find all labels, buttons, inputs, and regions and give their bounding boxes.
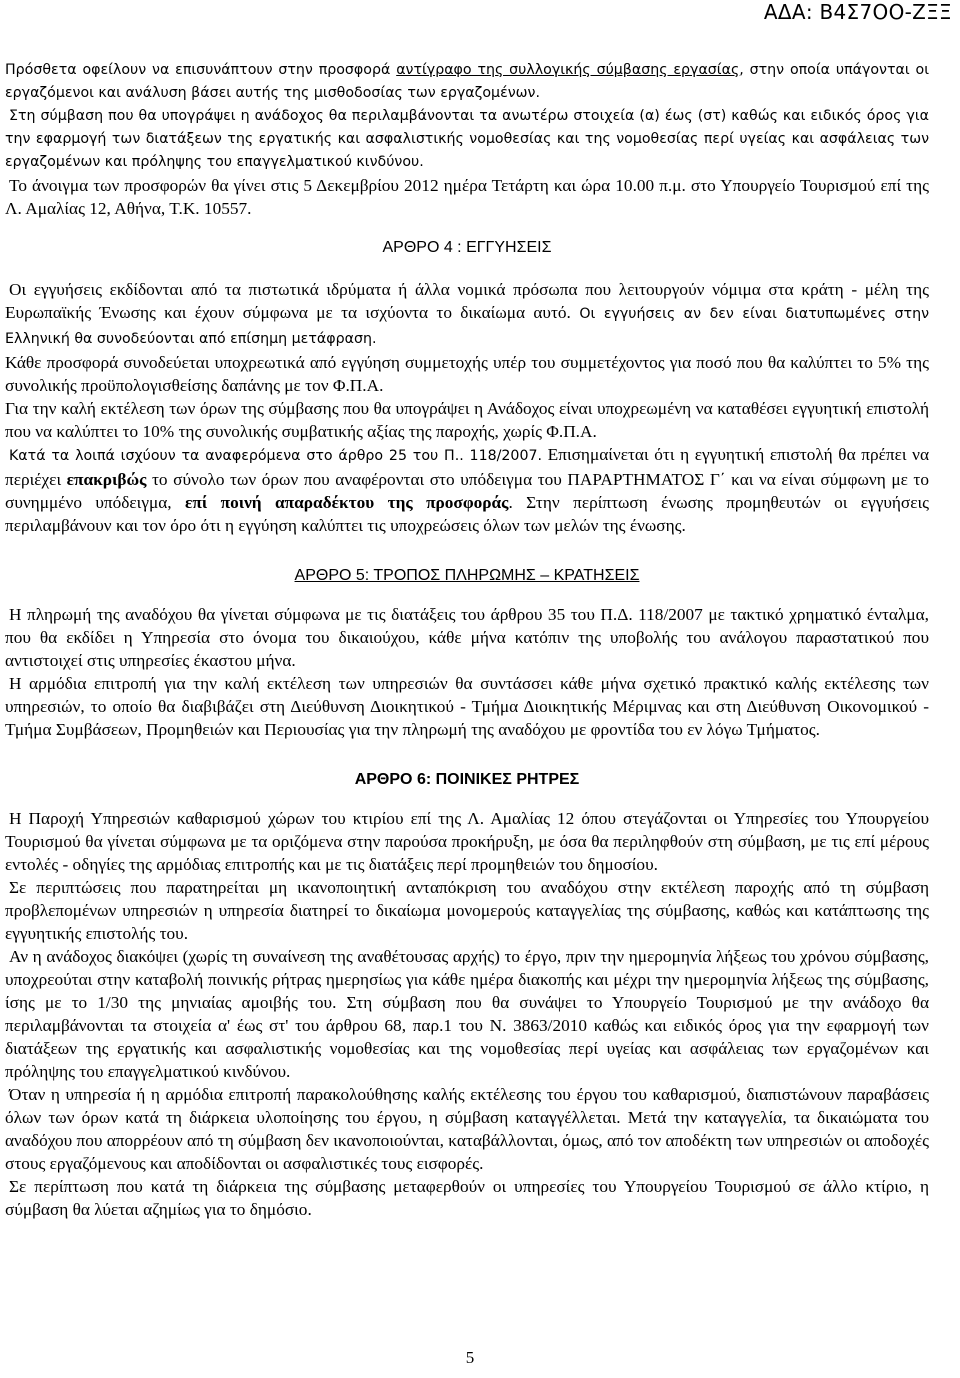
article-6-paragraph-4: Όταν η υπηρεσία ή η αρμόδια επιτροπή παρακολούθησης καλής εκτέλεσης του έργου του καθαρισμού, διαπιστώνουν παραβάσεις όλων των όρων κατά τη διάρκεια υλοποίησης του έργου, η σύμβαση καταγγέλλεται. Μετά την καταγγελία, τα δικαιώματα του αναδόχου που απορρέουν από τη σύμβαση δεν ικανοποιούνται, καταβάλλονται, όμως, από τον αποδέκτη των υπηρεσιών οι αποδοχές στους εργαζόμενους και αποδίδονται οι ασφαλιστικές τους εισφορές. [5, 1085, 929, 1173]
article-4-paragraph-2: Κάθε προσφορά συνοδεύεται υποχρεωτικά από εγγύηση συμμετοχής υπέρ του συμμετέχοντος για ποσό που θα καλύπτει το 5% της συνολικής προϋπολογισθείσης δαπάνης με τον Φ.Π.Α. [5, 353, 929, 395]
article-6-paragraph-1: Η Παροχή Υπηρεσιών καθαρισμού χώρων του κτιρίου επί της Λ. Αμαλίας 12 όπου στεγάζονται οι Υπηρεσίες του Υπουργείου Τουρισμού θα γίνεται σύμφωνα με τα οριζόμενα στην παρούσα προκήρυξη, με όσα θα περιληφθούν στη σύμβαση, με τις επί μέρους εντολές - οδηγίες της αρμόδιας επιτροπής και με τις διατάξεις περί προμηθειών του δημοσίου. [5, 809, 929, 874]
page-number: 5 [465, 1348, 475, 1367]
intro-paragraph-2: Στη σύμβαση που θα υπογράψει η ανάδοχος θα περιλαμβάνονται τα ανωτέρω στοιχεία (α) έως (στ) καθώς και ειδικός όρος για την εφαρμογή των διατάξεων της εργατικής και ασφαλιστικής νομοθεσίας και της νομοθεσίας περί υγείας και ασφάλειας των εργαζομένων και πρόληψης του επαγγελματικού κινδύνου. [5, 108, 929, 170]
article-4-paragraph-4: Κατά τα λοιπά ισχύουν τα αναφερόμενα στο άρθρο 25 του Π.. 118/2007. Επισημαίνεται ότι η εγγυητική επιστολή θα πρέπει να περιέχει επακριβώς το σύνολο των όρων που αναφέρονται στο υπόδειγμα του ΠΑΡΑΡΤΗΜΑΤΟΣ Γ΄ και να είναι σύμφωνη με το συνημμένο υπόδειγμα, επί ποινή απαραδέκτου της προσφοράς. Στην περίπτωση ένωσης προμηθευτών οι εγγυήσεις περιλαμβάνουν και τον όρο ότι η εγγύηση καλύπτει τις υποχρεώσεις όλων των μελών της ένωσης. [5, 445, 929, 535]
article-6-title: ΑΡΘΡΟ 6: ΠΟΙΝΙΚΕΣ ΡΗΤΡΕΣ [354, 771, 580, 788]
article-4-paragraph-1: Οι εγγυήσεις εκδίδονται από τα πιστωτικά ιδρύματα ή άλλα νομικά πρόσωπα που λειτουργούν νόμιμα στα κράτη - μέλη της Ευρωπαϊκής Ένωσης και έχουν σύμφωνα με τα ισχύοντα το δικαίωμα αυτό. Οι εγγυήσεις αν δεν είναι διατυπωμένες στην Ελληνική θα συνοδεύονται από επίσημη μετάφραση. [5, 280, 929, 347]
ada-identifier: ΑΔΑ: Β4Σ7ΟΟ-ΖΞΞ [763, 0, 952, 24]
article-5-title: ΑΡΘΡΟ 5: ΤΡΟΠΟΣ ΠΛΗΡΩΜΗΣ – ΚΡΑΤΗΣΕΙΣ [294, 567, 640, 584]
intro-paragraph-1: Πρόσθετα οφείλουν να επισυνάπτουν στην προσφορά αντίγραφο της συλλογικής σύμβασης εργασίας, στην οποία υπάγονται οι εργαζόμενοι και ανάλυση βάσει αυτής της μισθοδοσίας των εργαζομένων. [5, 62, 929, 101]
article-5-paragraph-2: Η αρμόδια επιτροπή για την καλή εκτέλεση των υπηρεσιών θα συντάσσει κάθε μήνα σχετικό πρακτικό καλής εκτέλεσης των υπηρεσιών, το οποίο θα διαβιβάζει στη Διεύθυνση Διοικητικού - Τμήμα Διοικητικής Μέριμνας και στη Διεύθυνση Οικονομικού - Τμήμα Συμβάσεων, Προμηθειών και Περιουσίας για την πληρωμή της αναδόχου με φροντίδα του εν λόγω Τμήματος. [5, 674, 929, 739]
article-4-paragraph-3: Για την καλή εκτέλεση των όρων της σύμβασης που θα υπογράψει η Ανάδοχος είναι υποχρεωμένη να καταθέσει εγγυητική επιστολή που να καλύπτει το 10% της συνολικής συμβατικής αξίας της παροχής, χωρίς Φ.Π.Α. [5, 399, 929, 441]
collective-agreement-text: αντίγραφο της συλλογικής σύμβασης εργασίας [396, 62, 740, 78]
intro-paragraph-3: Το άνοιγμα των προσφορών θα γίνει στις 5 Δεκεμβρίου 2012 ημέρα Τετάρτη και ώρα 10.00 π.μ. στο Υπουργείο Τουρισμού επί της Λ. Αμαλίας 12, Αθήνα, Τ.Κ. 10557. [5, 176, 929, 218]
document-body [5, 0, 929, 1221]
article-6-paragraph-2: Σε περιπτώσεις που παρατηρείται μη ικανοποιητική ανταπόκριση του αναδόχου στην εκτέλεση παροχής από τη σύμβαση προβλεπομένων υπηρεσιών η υπηρεσία διατηρεί το δικαίωμα μονομερούς καταγγελίας της σύμβασης, καθώς και κατάπτωσης της εγγυητικής επιστολής του. [5, 878, 929, 943]
article-6-paragraph-5: Σε περίπτωση που κατά τη διάρκεια της σύμβασης μεταφερθούν οι υπηρεσίες του Υπουργείου Τουρισμού σε άλλο κτίριο, η σύμβαση θα λύεται αζημίως για το δημόσιο. [5, 1177, 929, 1219]
article-6-paragraph-3: Αν η ανάδοχος διακόψει (χωρίς τη συναίνεση της αναθέτουσας αρχής) το έργο, πριν την ημερομηνία λήξεως του χρόνου σύμβασης, υποχρεούται στην καταβολή ποινικής ρήτρας ημερησίως για κάθε ημέρα διακοπής και μέχρι την ημερομηνία λήξεως της σύμβασης, ίσης με το 1/30 της μηνιαίας αμοιβής του. Στη σύμβαση που θα συνάψει το Υπουργείο Τουρισμού με την ανάδοχο θα περιλαμβάνονται τα στοιχεία α' έως στ' του άρθρου 68, παρ.1 του Ν. 3863/2010 καθώς και ειδικός όρος για την εφαρμογή των διατάξεων της εργατικής και ασφαλιστικής νομοθεσίας και της νομοθεσίας περί υγείας και ασφάλειας των εργαζομένων και πρόληψης του επαγγελματικού κινδύνου. [5, 947, 929, 1081]
article-4-title: ΑΡΘΡΟ 4 : ΕΓΓΥΗΣΕΙΣ [382, 239, 552, 256]
article-5-paragraph-1: Η πληρωμή της αναδόχου θα γίνεται σύμφωνα με τις διατάξεις του άρθρου 35 του Π.Δ. 118/2007 με τακτικό χρηματικό ένταλμα, που θα εκδίδει η Υπηρεσία στο όνομα του δικαιούχου, κάθε μήνα κατόπιν της υποβολής του ανάλογου παραστατικού που αντιστοιχεί στις υπηρεσίες έκαστου μήνα. [5, 605, 929, 670]
